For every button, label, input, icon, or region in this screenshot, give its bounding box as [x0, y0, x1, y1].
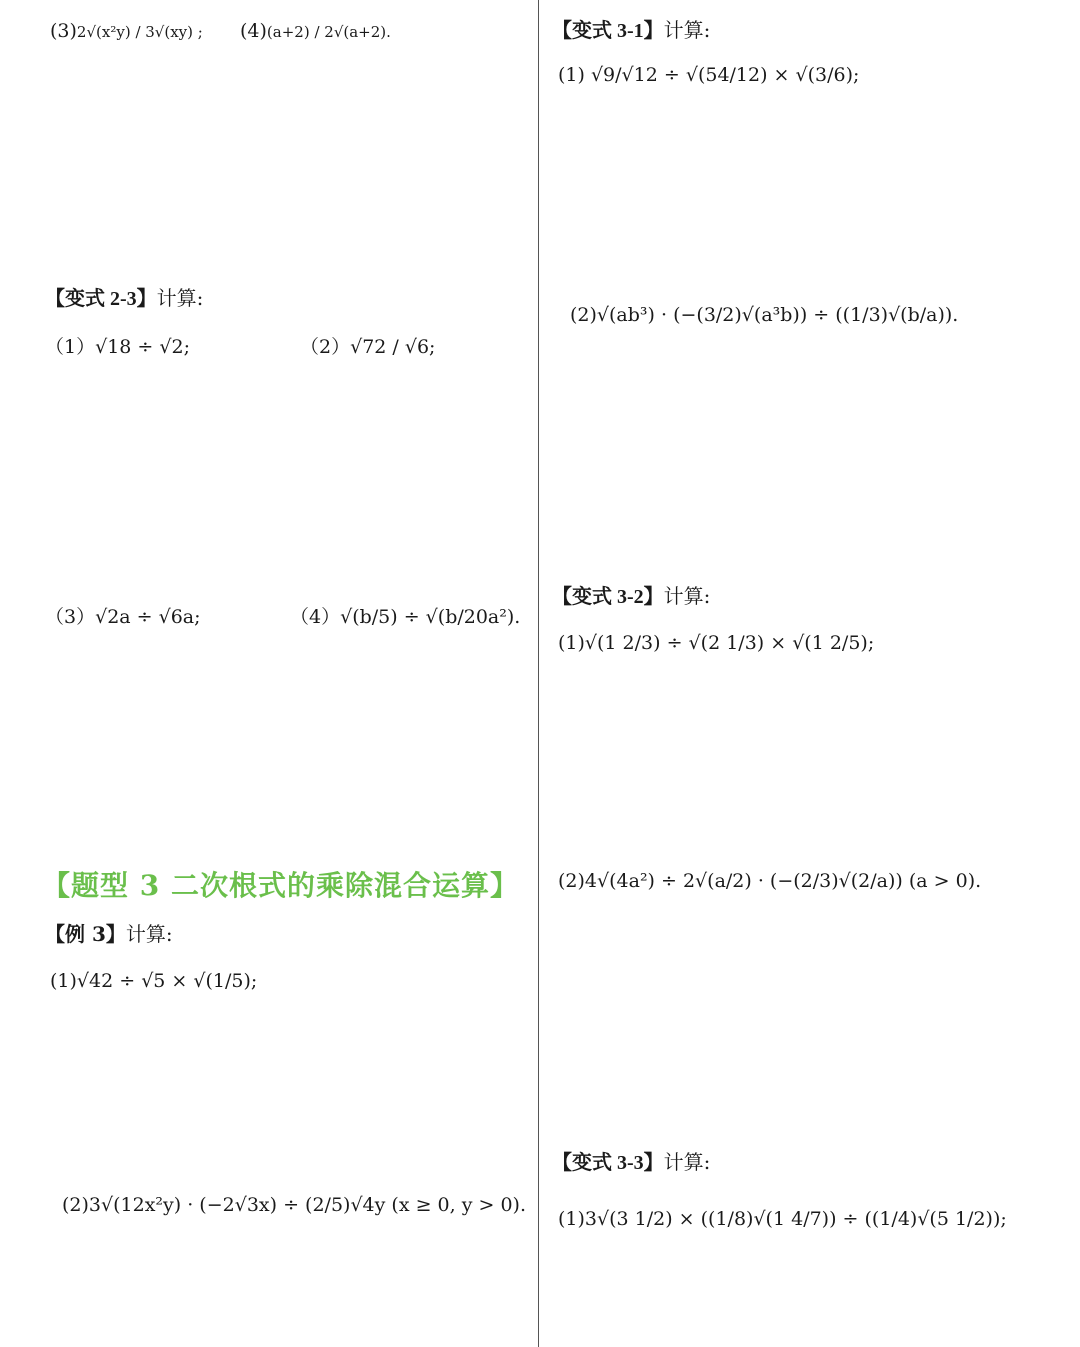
- variant-2-3-item-2: （2）√72 / √6;: [300, 336, 436, 358]
- example-3-item-1: (1)√42 ÷ √5 × √(1/5);: [50, 970, 258, 992]
- column-divider: [538, 0, 539, 1347]
- variant-3-1-item-2: (2)√(ab³) · (−(3/2)√(a³b)) ÷ ((1/3)√(b/a)).: [570, 304, 959, 326]
- problem-4-expr: (4)(a+2) / 2√(a+2).: [240, 20, 391, 42]
- variant-3-2-heading: 【变式 3-2】计算:: [552, 584, 711, 608]
- variant-3-3-heading: 【变式 3-3】计算:: [552, 1150, 711, 1174]
- variant-2-3-heading: 【变式 2-3】计算:: [45, 286, 204, 310]
- variant-3-1-item-1: (1) √9/√12 ÷ √(54/12) × √(3/6);: [558, 64, 860, 86]
- example-3-heading: 【例 3】计算:: [45, 922, 173, 946]
- variant-2-3-item-4: （4）√(b/5) ÷ √(b/20a²).: [290, 606, 521, 628]
- variant-3-3-item-1: (1)3√(3 1/2) × ((1/8)√(1 4/7)) ÷ ((1/4)√(5 1/2));: [558, 1208, 1007, 1230]
- variant-2-3-item-3: （3）√2a ÷ √6a;: [45, 606, 201, 628]
- variant-2-3-item-1: （1）√18 ÷ √2;: [45, 336, 190, 358]
- variant-3-2-item-2: (2)4√(4a²) ÷ 2√(a/2) · (−(2/3)√(2/a)) (a > 0).: [558, 870, 982, 892]
- example-3-item-2: (2)3√(12x²y) · (−2√3x) ÷ (2/5)√4y (x ≥ 0, y > 0).: [62, 1194, 526, 1216]
- problem-3-expr: (3)2√(x²y) / 3√(xy) ;: [50, 20, 203, 42]
- section-title: 【题型 3 二次根式的乘除混合运算】: [42, 869, 519, 902]
- variant-3-1-heading: 【变式 3-1】计算:: [552, 18, 711, 42]
- variant-3-2-item-1: (1)√(1 2/3) ÷ √(2 1/3) × √(1 2/5);: [558, 632, 875, 654]
